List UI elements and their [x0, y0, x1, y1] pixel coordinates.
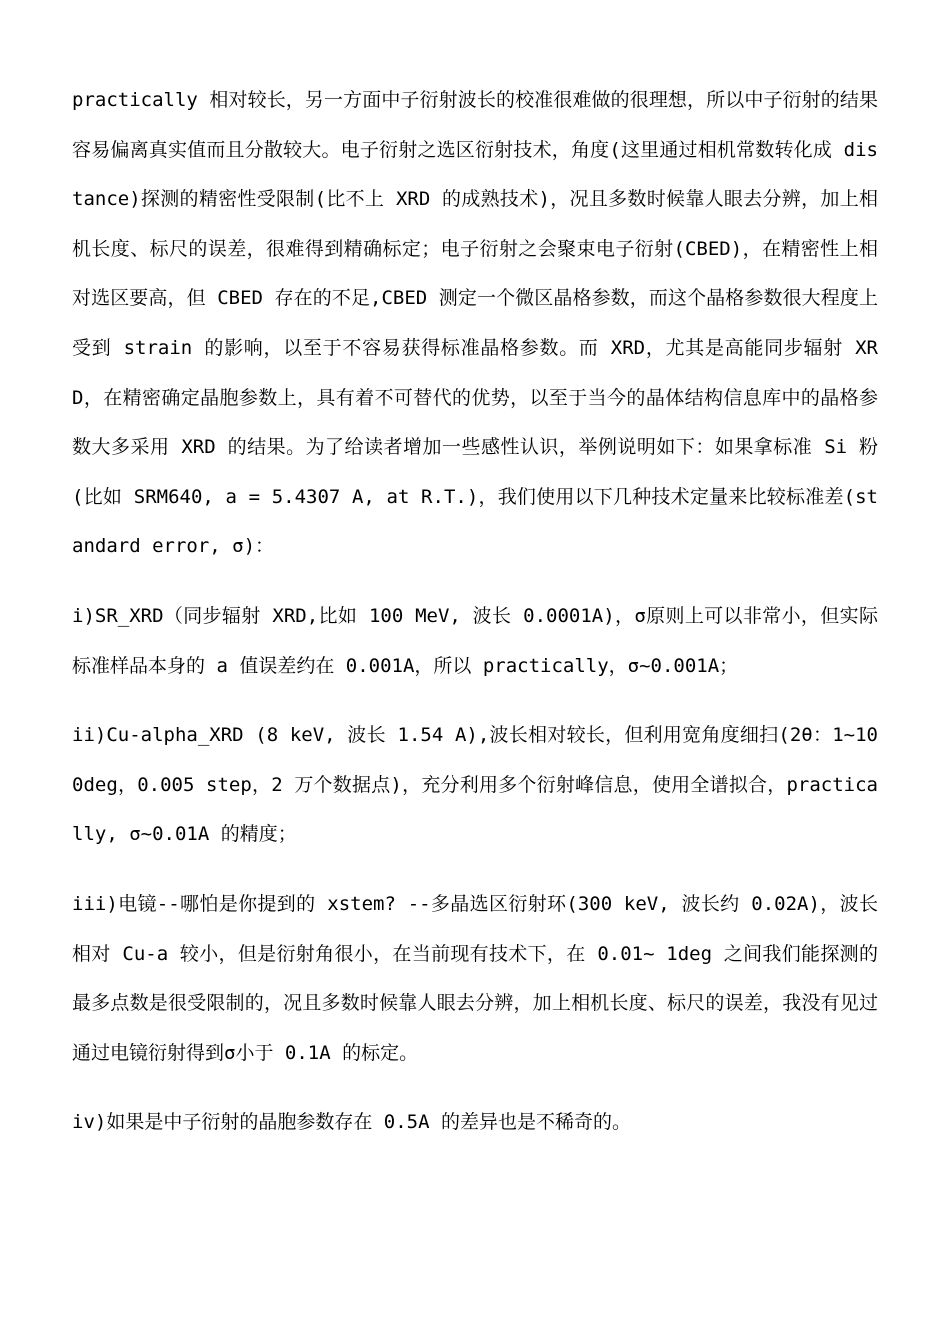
paragraph-item-ii: ii)Cu-alpha_XRD (8 keV, 波长 1.54 A),波长相对较长，但利用宽角度细扫(2θ：1~100deg，0.005 step，2 万个数据点)，充分利用多个衍射峰信息，使用全谱拟合，practically, σ~0.01A 的精度； [72, 724, 878, 846]
paragraph-item-iv: iv)如果是中子衍射的晶胞参数存在 0.5A 的差异也是不稀奇的。 [72, 1111, 631, 1134]
document-page [72, 76, 878, 1148]
paragraph-intro: practically 相对较长，另一方面中子衍射波长的校准很难做的很理想，所以中子衍射的结果容易偏离真实值而且分散较大。电子衍射之选区衍射技术，角度(这里通过相机常数转化成 distance)探测的精密性受限制(比不上 XRD 的成熟技术)，况且多数时候靠人眼去分辨，加上相机长度、标尺的误差，很难得到精确标定；电子衍射之会聚束电子衍射(CBED)，在精密性上相对选区要高，但 CBED 存在的不足,CBED 测定一个微区晶格参数，而这个晶格参数很大程度上受到 strain 的影响，以至于不容易获得标准晶格参数。而 XRD，尤其是高能同步辐射 XRD，在精密确定晶胞参数上，具有着不可替代的优势，以至于当今的晶体结构信息库中的晶格参数大多采用 XRD 的结果。为了给读者增加一些感性认识，举例说明如下：如果拿标准 Si 粉(比如 SRM640, a = 5.4307 A, at R.T.)，我们使用以下几种技术定量来比较标准差(standard error, σ)： [72, 89, 878, 558]
paragraph-item-i: i)SR_XRD（同步辐射 XRD,比如 100 MeV, 波长 0.0001A)，σ原则上可以非常小，但实际标准样品本身的 a 值误差约在 0.001A，所以 practically，σ~0.001A； [72, 604, 878, 677]
paragraph-item-iii: iii)电镜--哪怕是你提到的 xstem? --多晶选区衍射环(300 keV, 波长约 0.02A)，波长相对 Cu-a 较小，但是衍射角很小，在当前现有技术下，在 0.01~ 1deg 之间我们能探测的最多点数是很受限制的，况且多数时候靠人眼去分辨，加上相机长度、标尺的误差，我没有见过通过电镜衍射得到σ小于 0.1A 的标定。 [72, 892, 878, 1064]
